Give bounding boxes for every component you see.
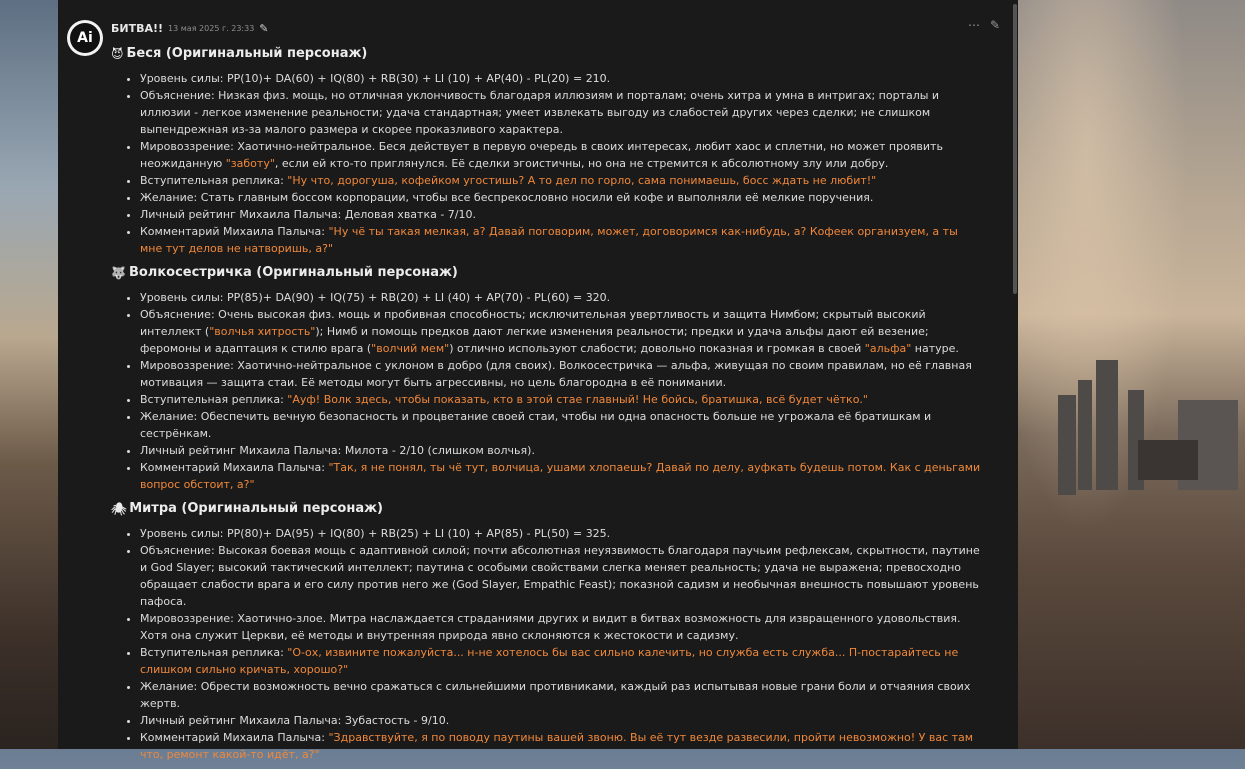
quoted-text: "Ну чё ты такая мелкая, а? Давай поговорим, может, договоримся как-нибудь, а? Кофеек организуем, а ты мне тут делов не натворишь, а?" bbox=[140, 225, 958, 255]
quoted-text: "Ауф! Волк здесь, чтобы показать, кто в этой стае главный! Не бойсь, братишка, всё будет чётко." bbox=[287, 393, 868, 406]
attribute-list bbox=[111, 289, 981, 493]
list-item bbox=[140, 306, 981, 357]
list-item bbox=[140, 70, 981, 87]
item-label: Комментарий Михаила Палыча: bbox=[140, 461, 329, 474]
list-item bbox=[140, 610, 981, 644]
item-text: PP(80)+ DA(95) + IQ(80) + RB(25) + LI (10) + AP(85) - PL(50) = 325. bbox=[226, 527, 611, 540]
item-text: ) отлично используют слабости; довольно показная и громкая в своей bbox=[449, 342, 865, 355]
item-label: Комментарий Михаила Палыча: bbox=[140, 225, 329, 238]
item-text: PP(85)+ DA(90) + IQ(75) + RB(20) + LI (40) + AP(70) - PL(60) = 320. bbox=[226, 291, 611, 304]
list-item bbox=[140, 729, 981, 763]
avatar[interactable] bbox=[67, 20, 103, 56]
section-title-text: Беся (Оригинальный персонаж) bbox=[126, 46, 368, 61]
item-label: Желание: bbox=[140, 191, 201, 204]
section-title bbox=[111, 499, 981, 519]
item-label: Уровень силы: bbox=[140, 72, 227, 85]
item-label: Объяснение: bbox=[140, 89, 219, 102]
item-label: Мировоззрение: bbox=[140, 140, 238, 153]
edit-icon[interactable]: ✎ bbox=[990, 18, 1001, 32]
list-item bbox=[140, 525, 981, 542]
message-actions bbox=[968, 18, 1000, 32]
item-label: Вступительная реплика: bbox=[140, 393, 288, 406]
item-text: Деловая хватка - 7/10. bbox=[344, 208, 476, 221]
item-text: Хаотично-злое. Митра наслаждается страданиями других и видит в битвах возможность для извращенного удовольствия. Хотя она служит Церкви, её методы и внутренняя природа явно склоняются к жестокости и садизму. bbox=[140, 612, 961, 642]
attribute-list bbox=[111, 70, 981, 257]
message-header bbox=[111, 20, 269, 36]
item-text: Обрести возможность вечно сражаться с сильнейшими противниками, каждый раз испытывая новые грани боли и отчаяния своих жертв. bbox=[140, 680, 971, 710]
item-text: Зубастость - 9/10. bbox=[344, 714, 450, 727]
list-item bbox=[140, 172, 981, 189]
item-label: Уровень силы: bbox=[140, 527, 227, 540]
list-item bbox=[140, 442, 981, 459]
message-timestamp: 13 мая 2025 г. 23:33 bbox=[168, 23, 255, 33]
section-title bbox=[111, 263, 981, 283]
quoted-text: "волчий мем" bbox=[371, 342, 450, 355]
background-right bbox=[1018, 0, 1245, 749]
list-item bbox=[140, 189, 981, 206]
item-label: Вступительная реплика: bbox=[140, 174, 288, 187]
list-item bbox=[140, 357, 981, 391]
item-text: натуре. bbox=[911, 342, 959, 355]
item-label: Личный рейтинг Михаила Палыча: bbox=[140, 208, 345, 221]
item-label: Вступительная реплика: bbox=[140, 646, 288, 659]
section-title-text: Волкосестричка (Оригинальный персонаж) bbox=[128, 265, 458, 280]
item-label: Мировоззрение: bbox=[140, 359, 238, 372]
more-icon[interactable]: ⋯ bbox=[968, 18, 980, 32]
section-title-text: Митра (Оригинальный персонаж) bbox=[129, 501, 383, 516]
section-emoji-icon: 😈 bbox=[111, 47, 124, 61]
quoted-text: "заботу" bbox=[225, 157, 275, 170]
item-label: Желание: bbox=[140, 680, 201, 693]
item-text: , если ей кто-то приглянулся. Её сделки эгоистичны, но она не стремится к абсолютному злу или добру. bbox=[274, 157, 889, 170]
list-item bbox=[140, 644, 981, 678]
item-label: Объяснение: bbox=[140, 308, 219, 321]
item-text: ); Нимб и помощь предков дают легкие изменения реальности; предки и удача альфы дают ей везение; феромоны и адаптация к стилю врага ( bbox=[140, 325, 929, 355]
item-label: Объяснение: bbox=[140, 544, 219, 557]
item-text: Низкая физ. мощь, но отличная уклончивость благодаря иллюзиям и порталам; очень хитра и умна в интригах; порталы и иллюзии - легкое изменение реальности; удача стандартная; умеет извлекать выгоду из слабостей других через сделки; не слишком выпендрежная из-за малого размера и скорее проказливого характера. bbox=[140, 89, 940, 136]
item-text: Обеспечить вечную безопасность и процветание своей стаи, чтобы ни одна опасность больше не угрожала её братишкам и сестрёнкам. bbox=[140, 410, 932, 440]
section-emoji-icon: 🐺 bbox=[111, 266, 126, 280]
item-text: PP(10)+ DA(60) + IQ(80) + RB(30) + LI (10) + AP(40) - PL(20) = 210. bbox=[226, 72, 611, 85]
item-text: Очень высокая физ. мощь и пробивная способность; исключительная увертливость и защита Нимбом; скрытый высокий интеллект ( bbox=[140, 308, 926, 338]
list-item bbox=[140, 408, 981, 442]
background-left bbox=[0, 0, 58, 749]
list-item bbox=[140, 87, 981, 138]
item-text: Милота - 2/10 (слишком волчья). bbox=[344, 444, 535, 457]
message-content bbox=[111, 44, 981, 769]
quoted-text: "О-ох, извините пожалуйста... н-не хотелось бы вас сильно калечить, но служба есть служба... П-постарайтесь не слишком сильно кричать, хорошо?" bbox=[140, 646, 959, 676]
list-item bbox=[140, 712, 981, 729]
quoted-text: "Ну что, дорогуша, кофейком угостишь? А то дел по горло, сама понимаешь, босс ждать не любит!" bbox=[287, 174, 877, 187]
item-label: Уровень силы: bbox=[140, 291, 227, 304]
attribute-list bbox=[111, 525, 981, 763]
list-item bbox=[140, 138, 981, 172]
section-emoji-icon: 🕷 bbox=[111, 502, 127, 516]
avatar-logo: Ai bbox=[70, 23, 100, 53]
item-label: Личный рейтинг Михаила Палыча: bbox=[140, 444, 345, 457]
item-text: Хаотично-нейтральное. Беся действует в первую очередь в своих интересах, любит хаос и сплетни, но может проявить неожиданную bbox=[140, 140, 943, 170]
author-name[interactable]: БИТВА!! bbox=[111, 21, 164, 35]
list-item bbox=[140, 289, 981, 306]
item-text: Стать главным боссом корпорации, чтобы все беспрекословно носили ей кофе и выполняли её мелкие поручения. bbox=[200, 191, 874, 204]
item-label: Желание: bbox=[140, 410, 201, 423]
item-label: Личный рейтинг Михаила Палыча: bbox=[140, 714, 345, 727]
list-item bbox=[140, 206, 981, 223]
section-title bbox=[111, 44, 981, 64]
item-text: Хаотично-нейтральное с уклоном в добро (для своих). Волкосестричка — альфа, живущая по своим правилам, но её главная мотивация — защита стаи. Её методы могут быть агрессивны, но цель благородна в её понимании. bbox=[140, 359, 972, 389]
pin-icon: ✎ bbox=[259, 21, 269, 35]
list-item bbox=[140, 542, 981, 610]
list-item bbox=[140, 459, 981, 493]
item-text: Высокая боевая мощь с адаптивной силой; почти абсолютная неуязвимость благодаря паучьим рефлексам, скрытности, паутине и God Slayer; высокий тактический интеллект; паутина с особыми свойствами слегка меняет реальность; удача не выражена; превосходно обращает слабости врага и его силу против него же (God Slayer, Empathic Feast); показной садизм и необычная внешность повышают уровень пафоса. bbox=[140, 544, 980, 608]
quoted-text: "Так, я не понял, ты чё тут, волчица, ушами хлопаешь? Давай по делу, ауфкать будешь потом. Как с деньгами вопрос обстоит, а?" bbox=[140, 461, 981, 491]
list-item bbox=[140, 678, 981, 712]
quoted-text: "Здравствуйте, я по поводу паутины вашей звоню. Вы её тут везде развесили, пройти невозможно! У вас там что, ремонт какой-то идёт, а?" bbox=[140, 731, 974, 761]
quoted-text: "волчья хитрость" bbox=[209, 325, 316, 338]
list-item bbox=[140, 223, 981, 257]
quoted-text: "альфа" bbox=[864, 342, 912, 355]
scrollbar-thumb[interactable] bbox=[1013, 4, 1017, 294]
list-item bbox=[140, 391, 981, 408]
item-label: Комментарий Михаила Палыча: bbox=[140, 731, 329, 744]
item-label: Мировоззрение: bbox=[140, 612, 238, 625]
